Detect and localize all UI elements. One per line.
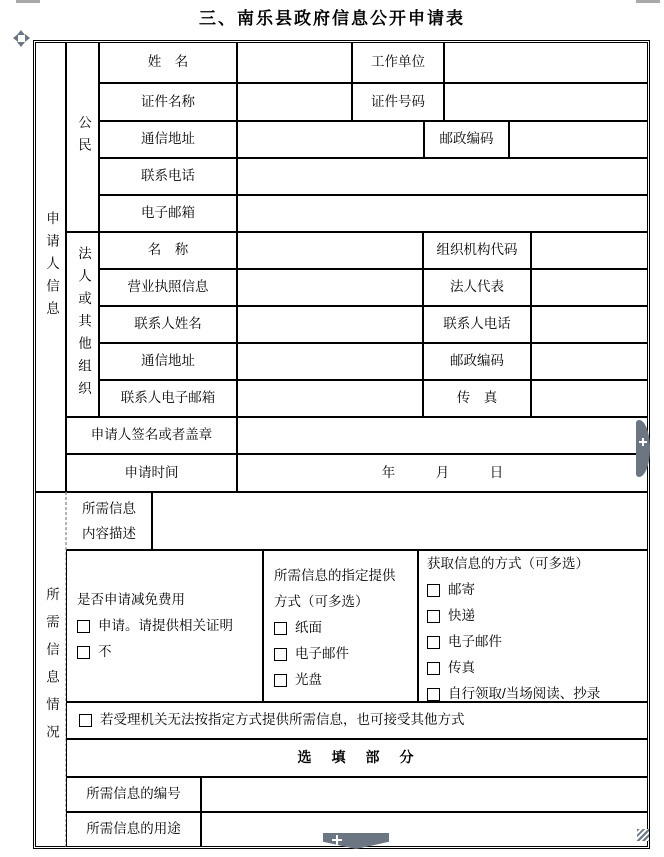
fee-waiver-cell — [66, 550, 263, 702]
field-label: 名 称 — [99, 232, 237, 269]
id-number-input-cell[interactable] — [444, 83, 648, 121]
required-rows — [66, 492, 648, 847]
table-row — [66, 492, 648, 550]
option-email — [274, 641, 349, 667]
info-number-label: 所需信息的编号 — [66, 777, 201, 812]
apply-time-label: 申请时间 — [66, 454, 237, 492]
work-unit-input-cell[interactable] — [444, 42, 648, 83]
checkbox-icon[interactable] — [427, 662, 440, 675]
contact-phone-input-cell[interactable] — [531, 306, 648, 343]
field-label: 联系人姓名 — [99, 306, 237, 343]
fax-input-cell[interactable] — [531, 380, 648, 417]
org-code-input-cell[interactable] — [531, 232, 648, 269]
contact-email-input-cell[interactable] — [237, 380, 423, 417]
page-title: 三、南乐县政府信息公开申请表 — [199, 9, 465, 28]
other-method-option — [66, 702, 648, 739]
fee-question-label: 是否申请减免费用 — [77, 592, 185, 607]
table-move-handle-icon[interactable] — [13, 30, 30, 47]
option-apply-waiver — [77, 613, 233, 639]
option-label: 电子邮件 — [448, 634, 502, 649]
description-input-cell[interactable] — [152, 492, 648, 550]
field-label: 营业执照信息 — [99, 269, 237, 306]
applicant-rows — [66, 42, 648, 492]
checkbox-icon[interactable] — [274, 648, 287, 661]
option-label: 邮寄 — [448, 582, 475, 597]
field-label: 传 真 — [423, 380, 531, 417]
option-email2 — [427, 629, 502, 655]
table-resize-handle-icon[interactable] — [637, 829, 649, 841]
obtain-method-cell — [418, 550, 648, 702]
signature-input-cell[interactable] — [237, 417, 648, 454]
option-label: 电子邮件 — [295, 646, 349, 661]
arrow-up-icon — [17, 30, 25, 35]
field-label: 联系电话 — [99, 158, 237, 195]
option-label: 自行领取/当场阅读、抄录 — [448, 686, 601, 701]
checkbox-icon[interactable] — [79, 714, 92, 727]
required-section-label-cell — [35, 492, 66, 847]
contact-name-input-cell[interactable] — [237, 306, 423, 343]
applicant-section-label: 申请人信息 — [43, 210, 59, 324]
field-label: 工作单位 — [352, 42, 444, 83]
field-label: 组织机构代码 — [423, 232, 531, 269]
application-form-table — [33, 40, 650, 849]
checkbox-icon[interactable] — [427, 688, 440, 701]
option-label: 申请。请提供相关证明 — [98, 618, 233, 633]
citizen-address-input-cell[interactable] — [237, 121, 424, 158]
org-postcode-input-cell[interactable] — [531, 343, 648, 380]
option-label: 传真 — [448, 660, 475, 675]
field-label: 联系人电子邮箱 — [99, 380, 237, 417]
table-row — [66, 739, 648, 777]
provide-method-cell — [263, 550, 418, 702]
option-fax — [427, 655, 475, 681]
obtain-method-title: 获取信息的方式（可多选） — [427, 556, 589, 571]
table-row — [66, 417, 648, 454]
table-row — [66, 702, 648, 739]
org-address-input-cell[interactable] — [237, 343, 423, 380]
arrow-right-icon — [25, 34, 30, 42]
option-express — [427, 603, 475, 629]
option-paper — [274, 615, 322, 641]
citizen-group — [66, 42, 648, 232]
signature-label: 申请人签名或者盖章 — [66, 417, 237, 454]
option-no-waiver — [77, 639, 112, 665]
checkbox-icon[interactable] — [427, 636, 440, 649]
citizen-email-input-cell[interactable] — [237, 195, 648, 232]
table-row — [99, 380, 648, 417]
table-row — [66, 454, 648, 492]
option-label: 光盘 — [295, 672, 322, 687]
field-label: 邮政编码 — [424, 121, 509, 158]
applicant-info-section — [35, 42, 648, 492]
description-label-line2: 内容描述 — [82, 526, 136, 541]
table-row — [99, 232, 648, 269]
legal-group-label-cell — [66, 232, 99, 417]
checkbox-icon[interactable] — [77, 646, 90, 659]
description-label-line1: 所需信息 — [82, 501, 136, 516]
checkbox-icon[interactable] — [274, 622, 287, 635]
legal-group-label: 法人或其他组织 — [75, 245, 91, 404]
field-label: 电子邮箱 — [99, 195, 237, 232]
option-label: 快递 — [448, 608, 475, 623]
field-label: 联系人电话 — [423, 306, 531, 343]
citizen-postcode-input-cell[interactable] — [509, 121, 648, 158]
table-row — [99, 158, 648, 195]
option-label: 纸面 — [295, 620, 322, 635]
field-label: 邮政编码 — [423, 343, 531, 380]
table-row — [66, 550, 648, 702]
id-type-input-cell[interactable] — [237, 83, 352, 121]
option-mail — [427, 577, 475, 603]
table-row — [99, 306, 648, 343]
table-row — [99, 42, 648, 83]
citizen-group-label: 公民 — [75, 114, 91, 160]
license-info-input-cell[interactable] — [237, 269, 423, 306]
ruler-mark-left — [16, 0, 40, 3]
citizen-group-label-cell — [66, 42, 99, 232]
field-label: 通信地址 — [99, 343, 237, 380]
table-row — [99, 343, 648, 380]
checkbox-icon[interactable] — [427, 610, 440, 623]
table-row — [99, 83, 648, 121]
option-label: 不 — [98, 644, 112, 659]
table-row — [99, 269, 648, 306]
option-label: 若受理机关无法按指定方式提供所需信息，也可接受其他方式 — [100, 712, 465, 728]
field-label: 姓 名 — [99, 42, 237, 83]
field-label: 法人代表 — [423, 269, 531, 306]
required-section-label: 所需信息情况 — [43, 587, 59, 752]
info-number-input-cell[interactable] — [201, 777, 648, 812]
org-name-input-cell[interactable] — [237, 232, 423, 269]
info-usage-input-cell[interactable] — [201, 812, 648, 847]
applicant-section-label-cell — [35, 42, 66, 492]
field-label: 通信地址 — [99, 121, 237, 158]
legal-rep-input-cell[interactable] — [531, 269, 648, 306]
description-label — [66, 492, 152, 550]
field-label: 证件名称 — [99, 83, 237, 121]
arrow-down-icon — [17, 42, 25, 47]
table-row — [99, 121, 648, 158]
name-input-cell[interactable] — [237, 42, 352, 83]
required-info-section — [35, 492, 648, 847]
arrow-left-icon — [13, 34, 18, 42]
provide-method-title: 所需信息的指定提供方式（可多选） — [274, 568, 396, 609]
option-disc — [274, 667, 322, 693]
checkbox-icon[interactable] — [77, 620, 90, 633]
apply-date-cell[interactable]: 年 月 日 — [237, 454, 648, 492]
citizen-phone-input-cell[interactable] — [237, 158, 648, 195]
legal-person-group — [66, 232, 648, 417]
checkbox-icon[interactable] — [427, 584, 440, 597]
table-row — [66, 777, 648, 812]
field-label: 证件号码 — [352, 83, 444, 121]
ruler-mark-right — [636, 0, 660, 3]
table-row — [99, 195, 648, 232]
checkbox-icon[interactable] — [274, 674, 287, 687]
optional-section-header: 选 填 部 分 — [66, 739, 648, 777]
option-self-pickup — [427, 681, 600, 702]
info-usage-label: 所需信息的用途 — [66, 812, 201, 847]
